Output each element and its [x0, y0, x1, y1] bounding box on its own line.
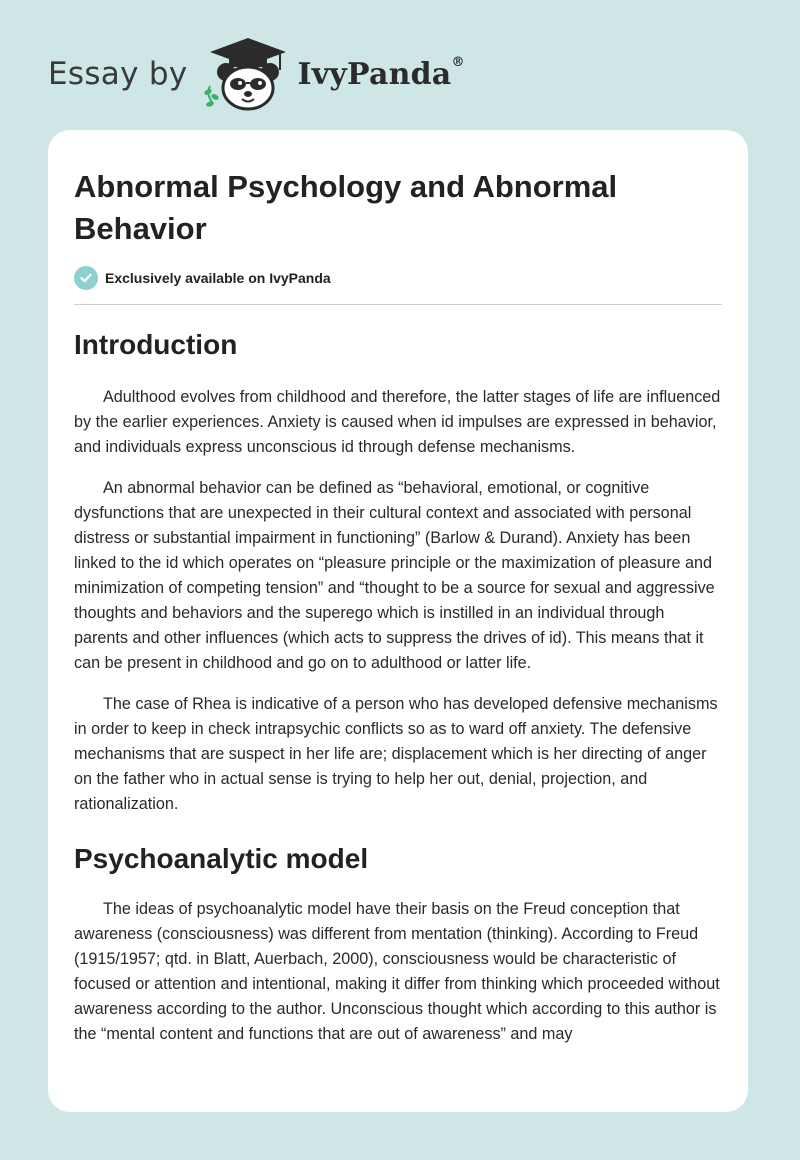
ivypanda-logo-icon[interactable]	[202, 36, 294, 112]
site-header	[48, 36, 465, 112]
section-heading-psychoanalytic-model: Psychoanalytic model	[74, 843, 369, 874]
article-title: Abnormal Psychology and Abnormal Behavior	[74, 169, 618, 246]
article-card	[48, 130, 748, 1112]
exclusive-badge-label: Exclusively available on IvyPanda	[105, 270, 331, 286]
check-icon	[74, 266, 98, 290]
section-heading-introduction: Introduction	[74, 329, 238, 360]
paragraph: An abnormal behavior can be defined as “behavioral, emotional, or cognitive dysfunctions that are unexpected in their cultural context and associated with personal distress or substantial impairment in functioning” (Barlow & Durand). Anxiety has been linked to the id which operates on “pleasure principle or the maximization of pleasure and minimization of competing tension” and “thought to be a source for sexual and aggressive thoughts and behaviors and the superego which is instilled in an individual through parents and other influences (which acts to suppress the drives of id). This means that it can be present in childhood and go on to adulthood or latter life.	[74, 479, 715, 672]
essay-by-label: Essay by	[48, 56, 188, 92]
exclusive-badge	[74, 266, 722, 305]
paragraph: The case of Rhea is indicative of a person who has developed defensive mechanisms in order to keep in check intrapsychic conflicts so as to ward off anxiety. The defensive mechanisms that are suspect in her life are; displacement which is her directing of anger on the father who in actual sense is trying to help her out, denial, projection, and rationalization.	[74, 695, 718, 813]
registered-mark: ®	[451, 54, 465, 70]
brand-name[interactable]	[297, 54, 465, 92]
brand-name-text: IvyPanda	[297, 56, 452, 92]
paragraph: The ideas of psychoanalytic model have their basis on the Freud conception that awareness (consciousness) was different from mentation (thinking). According to Freud (1915/1957; qtd. in Blatt, Auerbach, 2000), consciousness would be characteristic of focused or attention and intentional, making it differ from thinking which proceeded without awareness according to the author. Unconscious thought which according to this author is the “mental content and functions that are out of awareness” and may	[74, 900, 720, 1043]
paragraph: Adulthood evolves from childhood and therefore, the latter stages of life are influenced by the earlier experiences. Anxiety is caused when id impulses are expressed in behavior, and individuals express unconscious id through defense mechanisms.	[74, 388, 721, 456]
